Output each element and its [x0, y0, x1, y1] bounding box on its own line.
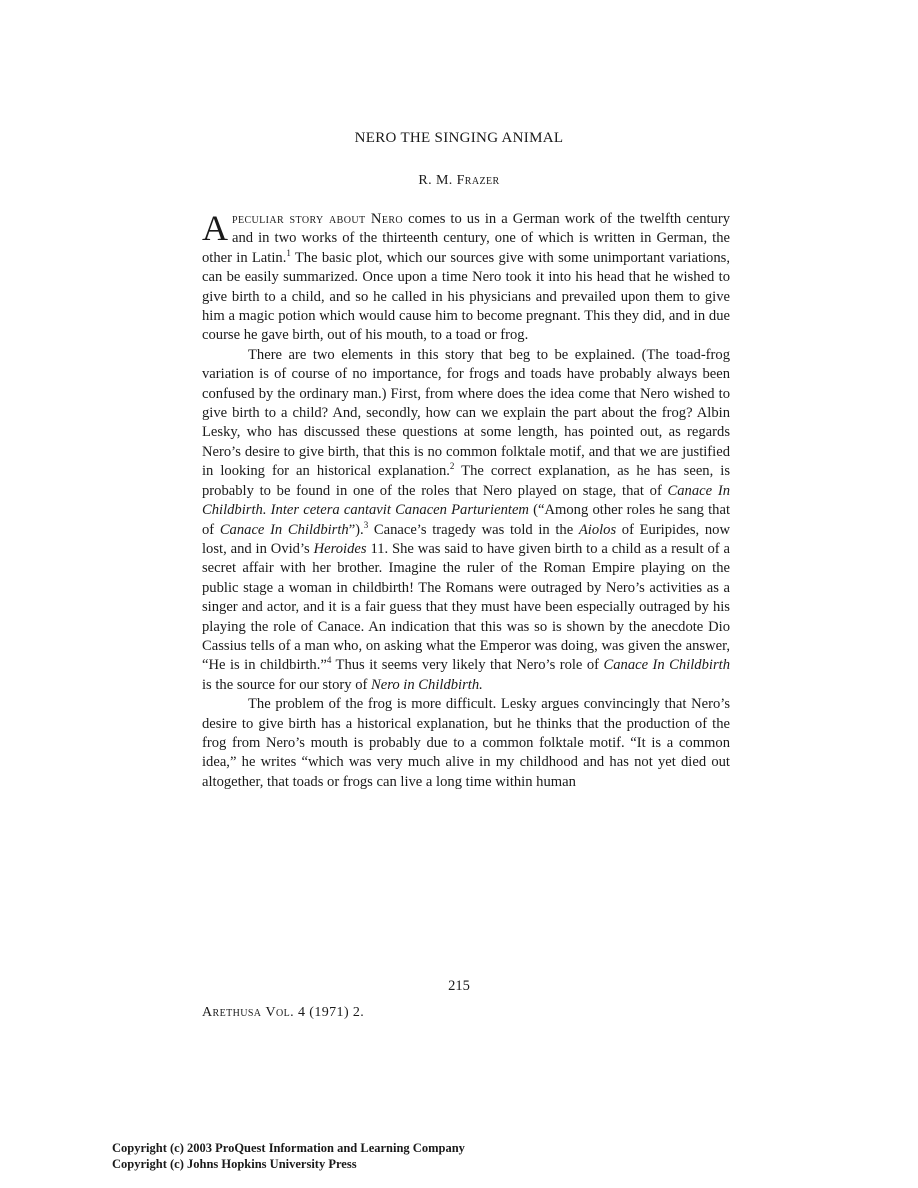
- copyright-line-2: Copyright (c) Johns Hopkins University Press: [112, 1157, 357, 1171]
- paragraph-2: [202, 346, 730, 695]
- text-run: (“Among other roles he sang that of: [202, 502, 730, 538]
- journal-citation: [202, 1005, 364, 1021]
- footnote-ref: 3: [363, 519, 369, 530]
- journal-name: Arethusa: [202, 1005, 262, 1020]
- article-author: R. M. Frazer: [418, 173, 500, 188]
- italic-title: Canace In Childbirth: [603, 657, 730, 674]
- page-number: 215: [448, 978, 470, 994]
- text-run: is the source for our story of: [202, 676, 372, 693]
- italic-title: Canace In Childbirth: [219, 521, 349, 538]
- paragraph-1: [202, 210, 730, 346]
- drop-cap: A: [202, 208, 228, 248]
- text-run: Thus it seems very likely that Nero’s role of: [331, 657, 604, 674]
- text-run: ”).: [348, 521, 364, 538]
- footnote-ref: 2: [449, 461, 455, 472]
- lead-in-small-caps: peculiar story about Nero: [232, 211, 404, 227]
- text-run: The basic plot, which our sources give with some unimportant variations, can be easily summarized. Once upon a time Nero took it into his head that he wished to give birth to a child, and so he called in his physicians and prevailed upon them to give him a magic potion which would cause him to become pregnant. This they did, and in due course he gave birth, out of his mouth, to a toad or frog.: [202, 249, 730, 344]
- text-run: Canace’s tragedy was told in the: [368, 521, 579, 538]
- footnote-ref: 1: [286, 247, 291, 258]
- text-run: The correct explanation, as he has seen, is probably to be found in one of the roles that Nero played on stage, that of: [202, 463, 731, 499]
- copyright-line-1: Copyright (c) 2003 ProQuest Information and Learning Company: [112, 1141, 465, 1155]
- text-run: of Euripides, now lost, and in Ovid’s: [202, 521, 730, 557]
- italic-title: Aiolos: [578, 521, 617, 538]
- article-body: [202, 210, 730, 792]
- text-run: comes to us in a German work of the twelfth century and in two works of the thirteenth century, one of which is written in German, the other in Latin.: [202, 211, 730, 266]
- text-run: There are two elements in this story that beg to be explained. (The toad-frog variation is of course of no importance, for frogs and toads have probably always been confused by the ordinary man.) First, from where does the idea come that Nero wished to give birth to a child? And, secondly, how can we explain the part about the frog? Albin Lesky, who has discussed these questions at some length, has pointed out, as regards Nero’s desire to give birth, that this is no common folktale motif, and that we are justified in looking for an historical explanation.: [202, 346, 730, 480]
- text-run: 11. She was said to have given birth to a child as a result of a secret affair with her brother. Imagine the ruler of the Roman Empire playing on the public stage a woman in childbirth! The Romans were outraged by Nero’s activities as a singer and actor, and it is a fair guess that they must have been especially outraged by his playing the role of Canace. An indication that this was so is shown by the anecdote Dio Cassius tells of a man who, on asking what the Emperor was doing, was given the answer, “He is in childbirth.”: [202, 540, 730, 674]
- article-title: NERO THE SINGING ANIMAL: [354, 130, 564, 146]
- italic-title: Nero in Childbirth.: [371, 676, 483, 693]
- journal-issue: Vol. 4 (1971) 2.: [265, 1005, 365, 1020]
- footnote-ref: 4: [326, 655, 332, 666]
- italic-title: Heroides: [313, 540, 367, 557]
- copyright-notice: [112, 1140, 465, 1172]
- italic-title: Canace In Childbirth. Inter cetera cantavit Canacen Parturientem: [202, 482, 730, 519]
- text-run: The problem of the frog is more difficult. Lesky argues convincingly that Nero’s desire to give birth has a historical explanation, but he thinks that the production of the frog from Nero’s mouth is probably due to a common folktale motif. “It is a common idea,” he writes “which was very much alive in my childhood and has not yet died out altogether, that toads or frogs can live a long time within human: [202, 696, 730, 790]
- paragraph-3: [202, 695, 730, 792]
